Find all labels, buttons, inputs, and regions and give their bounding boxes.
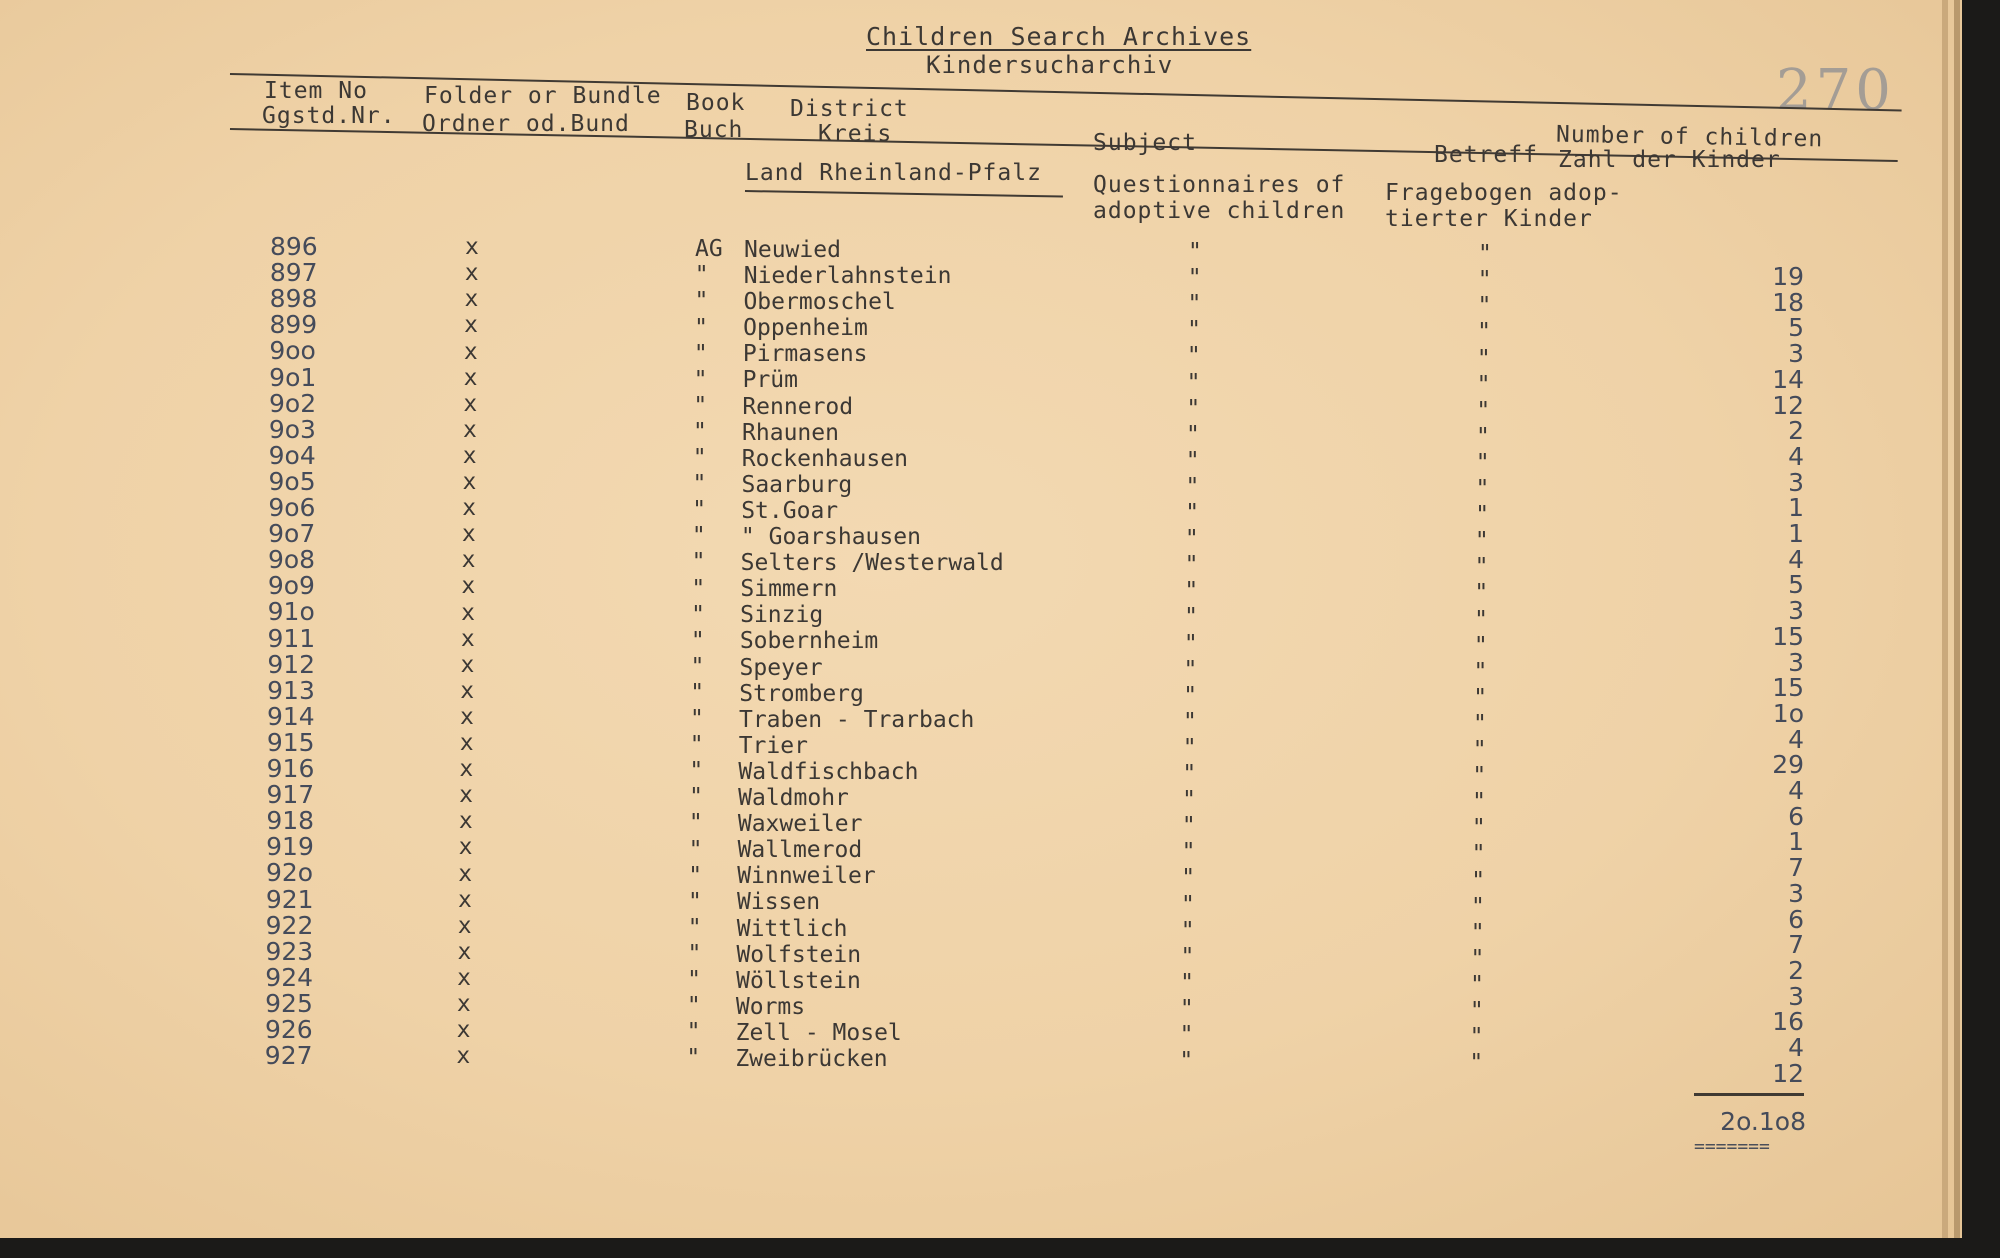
folder-mark: x: [459, 703, 474, 730]
district-name: Wolfstein: [736, 941, 862, 968]
district-name: Trier: [738, 732, 808, 759]
item-number: 918: [266, 806, 315, 836]
district-name: Selters /Westerwald: [740, 550, 1004, 577]
item-number: 899: [269, 310, 318, 340]
district-name: Wallmerod: [737, 837, 863, 864]
book-mark: ": [686, 1045, 701, 1072]
district-name: Wittlich: [736, 915, 848, 942]
district-name: " Goarshausen: [740, 524, 921, 550]
item-number: 922: [265, 910, 314, 940]
book-mark: ": [688, 810, 703, 837]
book-mark: ": [692, 471, 707, 498]
district-name: Rockenhausen: [741, 445, 908, 472]
book-mark: ": [689, 784, 703, 811]
item-number: 915: [266, 727, 315, 757]
book-mark: ": [688, 888, 702, 915]
item-number: 917: [266, 780, 315, 810]
subject-en-ditto: ": [1184, 604, 1198, 631]
land-underline: [745, 190, 1063, 198]
folder-mark: x: [461, 573, 476, 600]
subject-de-ditto: ": [1472, 789, 1486, 816]
district-name: Oppenheim: [743, 315, 868, 342]
subject-en-ditto: ": [1182, 734, 1197, 761]
col-header-count-en: Number of children: [1555, 121, 1824, 153]
item-number: 911: [267, 623, 316, 653]
district-name: Niederlahnstein: [743, 263, 952, 289]
subject-de-ditto: ": [1471, 815, 1486, 842]
folder-mark: x: [460, 651, 475, 678]
folder-mark: x: [459, 782, 473, 809]
folder-mark: x: [458, 860, 473, 887]
item-number: 916: [266, 754, 315, 783]
district-name: Zweibrücken: [735, 1046, 888, 1072]
subject-de-ditto: ": [1475, 449, 1490, 476]
book-mark: ": [691, 601, 705, 628]
page-edge: [1942, 0, 1948, 1238]
folder-mark: x: [457, 912, 472, 939]
book-mark: ": [691, 523, 706, 550]
folder-mark: x: [464, 312, 479, 339]
child-count: 4: [1788, 776, 1804, 805]
item-number: 9o1: [269, 362, 317, 392]
subject-en-ditto: ": [1181, 839, 1196, 866]
subject-en-ditto: ": [1182, 787, 1196, 814]
child-count: 5: [1788, 313, 1804, 343]
subject-en-ditto: ": [1184, 578, 1199, 605]
subject-de-ditto: ": [1472, 737, 1487, 763]
subject-de-ditto: ": [1474, 528, 1489, 555]
child-count: 4: [1788, 1033, 1804, 1062]
col-header-subject-en: Subject: [1093, 130, 1197, 156]
subject-en-ditto: ": [1179, 995, 1194, 1022]
child-count: 3: [1788, 647, 1804, 677]
book-mark: ": [690, 653, 705, 680]
child-count: 2: [1788, 416, 1804, 446]
child-count: 16: [1772, 1007, 1804, 1037]
subject-en-ditto: ": [1184, 526, 1199, 553]
page-title: Children Search Archives: [866, 22, 1252, 51]
district-name: Waldmohr: [738, 785, 849, 811]
district-name: Traben - Trarbach: [738, 706, 975, 733]
child-count: 6: [1788, 801, 1804, 831]
item-number: 9o9: [267, 571, 315, 601]
col-header-item-de: Ggstd.Nr.: [262, 103, 396, 129]
folder-mark: x: [464, 260, 479, 287]
subject-de-ditto: ": [1475, 502, 1490, 529]
book-mark: ": [693, 340, 708, 367]
col-header-district-en: District: [790, 96, 909, 122]
subject-en-ditto: ": [1187, 317, 1202, 344]
child-count: 4: [1788, 441, 1804, 471]
subject-en-ditto: ": [1183, 682, 1198, 709]
total-rule: [1694, 1093, 1804, 1096]
subject-de-ditto: ": [1477, 293, 1492, 320]
folder-mark: x: [461, 547, 476, 574]
book-mark: ": [691, 575, 706, 602]
item-number: 9o2: [269, 388, 317, 418]
book-mark: ": [687, 940, 702, 967]
item-number: 897: [269, 258, 318, 288]
book-mark: ": [694, 288, 709, 315]
item-number: 925: [265, 988, 313, 1018]
subject-de-ditto: ": [1469, 1024, 1484, 1051]
subject-en-ditto: ": [1188, 239, 1202, 265]
subject-de-ditto: ": [1477, 267, 1492, 294]
district-name: Pirmasens: [742, 341, 868, 368]
subject-en-ditto: ": [1183, 656, 1198, 683]
subject-en-ditto: ": [1184, 552, 1199, 579]
book-mark: ": [693, 418, 707, 445]
subject-de-ditto: ": [1476, 345, 1491, 372]
folder-mark: x: [462, 469, 477, 495]
child-count: 2: [1788, 955, 1804, 985]
folder-mark: x: [459, 730, 474, 756]
item-number: 926: [264, 1015, 313, 1044]
district-name: Wissen: [737, 889, 821, 916]
subject-de-ditto: ": [1470, 945, 1485, 972]
subject-en-ditto: ": [1187, 291, 1202, 318]
total-count: 2o.1o8: [1720, 1107, 1806, 1136]
col-header-item-en: Item No: [264, 78, 368, 104]
folder-mark: x: [464, 286, 479, 313]
subject-de-ditto: ": [1471, 841, 1486, 868]
subject-en-ditto: ": [1180, 917, 1195, 944]
district-name: Saarburg: [741, 471, 853, 498]
book-mark: ": [686, 993, 701, 1020]
subject-de-ditto: ": [1475, 476, 1490, 502]
subject-en-ditto: ": [1180, 943, 1195, 970]
child-count: 1: [1788, 519, 1804, 548]
subject-de-ditto: ": [1470, 971, 1485, 998]
district-name: Rennerod: [742, 393, 854, 420]
subject-de-ditto: ": [1473, 684, 1488, 711]
child-count: 3: [1788, 339, 1804, 369]
district-name: Winnweiler: [737, 863, 876, 890]
book-mark: ": [693, 366, 708, 393]
subject-de-ditto: ": [1473, 658, 1488, 685]
subject-de-ditto: ": [1476, 397, 1491, 424]
subject-en-ditto: ": [1186, 369, 1201, 396]
child-count: 6: [1788, 904, 1804, 934]
subject-en-ditto: ": [1182, 761, 1197, 787]
book-mark: ": [689, 706, 704, 732]
child-count: 7: [1788, 930, 1804, 960]
subject-en-ditto: ": [1185, 447, 1200, 474]
district-name: Obermoschel: [743, 289, 896, 316]
subject-en-ditto: ": [1181, 891, 1195, 918]
book-mark: ": [690, 627, 705, 654]
district-name: St.Goar: [741, 497, 839, 524]
district-name: Prüm: [742, 367, 798, 394]
folder-mark: x: [457, 938, 472, 965]
child-count: 4: [1788, 544, 1804, 574]
folder-mark: x: [456, 1017, 471, 1044]
district-name: Sobernheim: [739, 628, 879, 655]
district-name: Zell - Mosel: [735, 1019, 902, 1046]
child-count: 3: [1788, 596, 1804, 626]
section-land-heading: Land Rheinland-Pfalz: [745, 160, 1042, 186]
col-header-folder-de: Ordner od.Bund: [422, 111, 630, 137]
subject-en-ditto: ": [1182, 708, 1197, 735]
district-name: Sinzig: [740, 602, 824, 629]
folder-mark: x: [456, 1043, 471, 1070]
folder-mark: x: [463, 416, 477, 443]
item-number: 9o4: [268, 440, 316, 470]
folder-mark: x: [457, 964, 472, 991]
subject-de-line2: tierter Kinder: [1385, 206, 1593, 232]
child-count: 15: [1772, 673, 1804, 703]
child-count: 12: [1772, 1058, 1804, 1088]
child-count: 3: [1788, 981, 1804, 1011]
item-number: 921: [265, 884, 314, 914]
district-name: Wöllstein: [736, 967, 861, 994]
child-count: 1: [1788, 493, 1804, 523]
folder-mark: x: [456, 991, 471, 1017]
book-mark: ": [694, 314, 709, 341]
subject-en-ditto: ": [1181, 865, 1196, 892]
subject-de-ditto: ": [1472, 763, 1487, 790]
book-mark: ": [688, 836, 703, 863]
subject-de-ditto: ": [1469, 1050, 1484, 1077]
item-number: 9o7: [268, 519, 316, 549]
item-number: 9o8: [267, 545, 316, 575]
folder-mark: x: [461, 599, 475, 626]
folder-mark: x: [463, 390, 478, 417]
folder-mark: x: [458, 808, 473, 835]
book-mark: ": [692, 497, 707, 524]
folder-mark: x: [459, 756, 474, 783]
book-mark: AG: [695, 236, 723, 263]
subject-en-ditto: ": [1179, 1048, 1194, 1075]
folder-mark: x: [458, 886, 472, 913]
book-mark: ": [694, 262, 709, 289]
child-count: 1o: [1772, 698, 1804, 728]
child-count: 3: [1788, 467, 1804, 497]
child-count: 14: [1772, 364, 1804, 394]
subject-de-ditto: ": [1472, 710, 1487, 737]
book-mark: ": [689, 758, 704, 785]
book-mark: ": [688, 862, 703, 889]
child-count: 5: [1788, 570, 1804, 600]
subject-en-line2: adoptive children: [1093, 198, 1346, 224]
col-header-book-de: Buch: [684, 117, 744, 143]
page-number: 270: [1776, 58, 1895, 123]
item-number: 92o: [265, 858, 314, 888]
child-count: 1: [1788, 827, 1804, 857]
item-number: 9o5: [268, 466, 316, 496]
item-number: 927: [264, 1041, 313, 1071]
book-mark: ": [689, 732, 704, 759]
book-mark: ": [690, 679, 705, 706]
col-header-subject-de: Betreff: [1434, 142, 1538, 168]
child-count: 15: [1772, 621, 1804, 651]
item-number: 914: [266, 701, 315, 731]
item-number: 924: [265, 962, 314, 992]
district-name: Simmern: [740, 576, 838, 603]
book-mark: ": [693, 392, 708, 419]
folder-mark: x: [462, 495, 477, 522]
total-double-underline: =======: [1694, 1136, 1770, 1157]
item-number: 896: [270, 232, 318, 261]
district-name: Neuwied: [744, 236, 841, 263]
item-number: 919: [266, 832, 314, 862]
subject-de-ditto: ": [1474, 554, 1489, 581]
col-header-folder-en: Folder or Bundle: [424, 83, 662, 109]
col-header-district-de: Kreis: [818, 121, 893, 147]
folder-mark: x: [460, 625, 475, 652]
subject-en-ditto: ": [1180, 969, 1195, 996]
book-mark: ": [692, 445, 707, 471]
item-number: 9oo: [269, 336, 316, 366]
subject-en-ditto: ": [1186, 395, 1201, 422]
item-number: 912: [267, 649, 316, 679]
subject-de-ditto: ": [1474, 606, 1488, 633]
subject-de-ditto: ": [1476, 371, 1491, 398]
col-header-book-en: Book: [686, 90, 746, 116]
folder-mark: x: [463, 364, 478, 391]
book-mark: ": [687, 967, 702, 993]
item-number: 923: [265, 936, 314, 966]
subject-de-ditto: ": [1478, 241, 1492, 268]
district-name: Waxweiler: [737, 811, 863, 838]
child-count: 4: [1788, 724, 1804, 754]
folder-mark: x: [465, 234, 479, 261]
col-header-count-de: Zahl der Kinder: [1558, 147, 1781, 173]
subject-en-ditto: ": [1185, 500, 1200, 526]
subject-de-ditto: ": [1471, 867, 1486, 894]
book-mark: ": [686, 1019, 701, 1046]
folder-mark: x: [460, 677, 475, 704]
subject-de-ditto: ": [1477, 319, 1492, 346]
subject-en-ditto: ": [1186, 421, 1200, 448]
subject-en-ditto: ": [1185, 473, 1200, 500]
folder-mark: x: [462, 442, 477, 469]
subject-en-ditto: ": [1186, 343, 1201, 370]
subject-en-ditto: ": [1183, 630, 1198, 657]
folder-mark: x: [463, 338, 478, 365]
child-count: 12: [1772, 390, 1804, 420]
district-name: Speyer: [739, 654, 823, 681]
district-name: Worms: [735, 993, 806, 1020]
item-number: 9o3: [268, 414, 316, 444]
child-count: 7: [1788, 853, 1804, 883]
folder-mark: x: [461, 521, 476, 548]
page-subtitle: Kindersucharchiv: [926, 51, 1174, 79]
subject-de-ditto: ": [1473, 632, 1488, 659]
book-mark: ": [691, 549, 706, 576]
subject-de-line1: Fragebogen adop-: [1385, 180, 1623, 206]
subject-de-ditto: ": [1474, 580, 1489, 607]
child-count: 19: [1772, 262, 1804, 291]
subject-de-ditto: ": [1469, 998, 1484, 1024]
item-number: 913: [267, 675, 315, 705]
item-number: 91o: [267, 597, 315, 627]
page-edge: [1954, 0, 1960, 1238]
item-number: 898: [269, 284, 318, 314]
subject-de-ditto: ": [1470, 919, 1485, 946]
child-count: 3: [1788, 878, 1804, 908]
subject-en-ditto: ": [1181, 813, 1196, 840]
folder-mark: x: [458, 834, 473, 861]
subject-en-ditto: ": [1179, 1022, 1194, 1048]
book-mark: ": [687, 914, 702, 941]
district-name: Stromberg: [739, 680, 864, 707]
district-name: Waldfischbach: [738, 758, 919, 785]
subject-en-line1: Questionnaires of: [1093, 172, 1346, 198]
district-name: Rhaunen: [742, 419, 839, 446]
subject-de-ditto: ": [1476, 423, 1490, 450]
subject-en-ditto: ": [1187, 265, 1202, 292]
item-number: 9o6: [268, 493, 316, 522]
subject-de-ditto: ": [1471, 893, 1485, 920]
child-count: 29: [1772, 750, 1804, 780]
child-count: 18: [1772, 287, 1804, 317]
